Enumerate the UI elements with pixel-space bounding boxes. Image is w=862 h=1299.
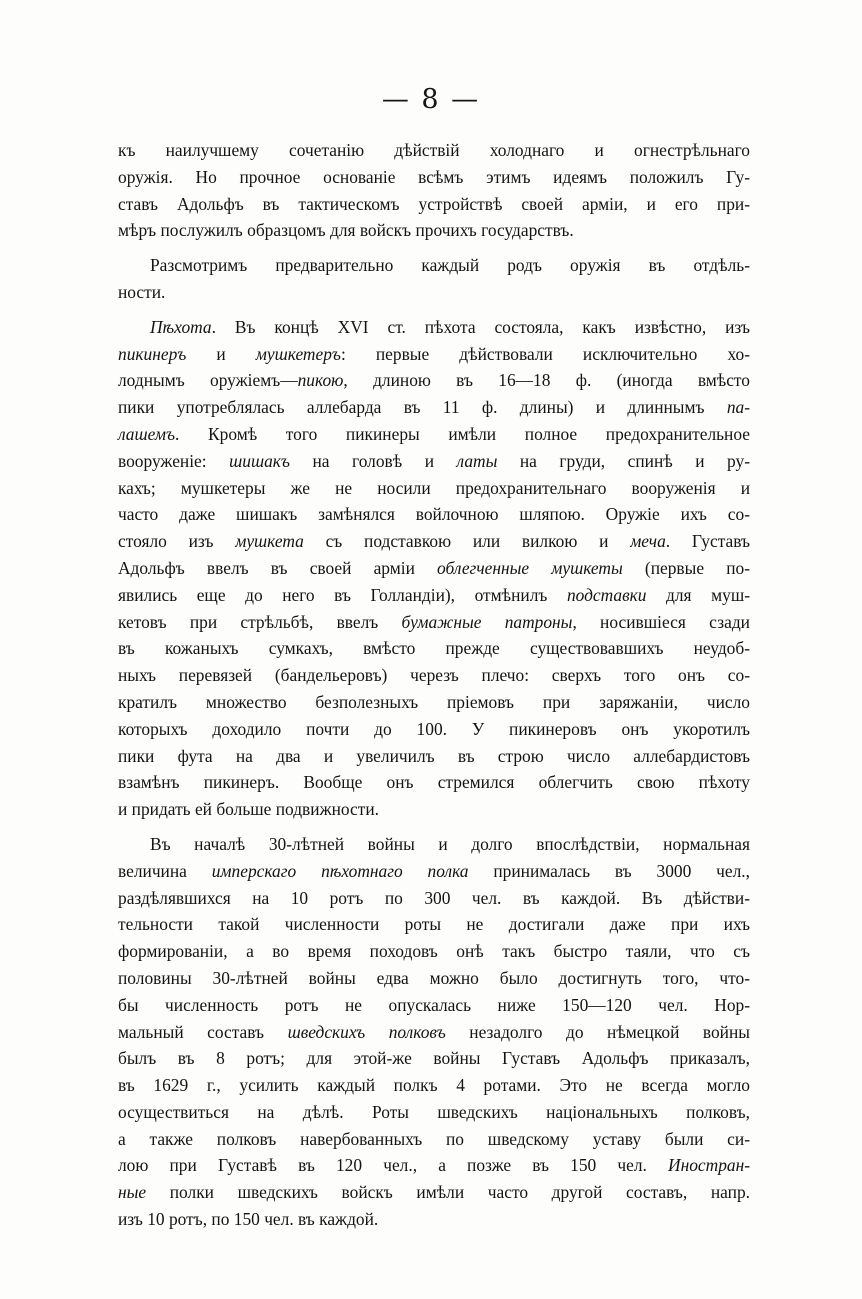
text-segment: стояло изъ [118,531,236,552]
text-segment: , длиною въ 16—18 ф. (иногда вмѣсто [343,370,750,391]
paragraph-3 [118,314,750,823]
text-segment: взамѣнъ пикинеръ. Вообще онъ стремился облегчить свою пѣхоту [118,772,750,793]
text-line [118,938,750,965]
text-line: ставъ Адольфъ въ тактическомъ устройствѣ своей арміи, и его при- [118,193,750,214]
text-line [118,1072,750,1099]
text-line [118,911,750,938]
text-line [118,421,750,448]
text-segment: тельности такой численности роты не достигали даже при ихъ [118,914,750,935]
paragraph-1 [118,137,750,244]
text-line [118,689,750,716]
text-segment: для муш- [646,584,750,605]
page-number: — 8 — [381,84,481,115]
text-segment: часто даже шишакъ замѣнялся войлочною шляпою. Оружіе ихъ со- [118,504,750,525]
text-segment: лоднымъ оружіемъ— [118,370,298,391]
paragraph-2 [118,252,750,306]
text-line: оружія. Но прочное основаніе всѣмъ этимъ идеямъ положилъ Гу- [118,166,750,187]
text-segment: кратилъ множество безполезныхъ пріемовъ при заряжаніи, число [118,691,750,712]
text-segment: и [186,343,256,364]
text-segment: кетовъ при стрѣльбѣ, ввелъ [118,611,402,632]
text-line [118,448,750,475]
text-segment: величина [118,860,212,881]
text-segment: полки шведскихъ войскъ имѣли часто другой составъ, напр. [146,1182,750,1203]
italic-term: ные [118,1182,147,1203]
text-line [118,831,750,858]
text-segment: незадолго до нѣмецкой войны [445,1021,750,1042]
text-segment: : первые дѣйствовали исключительно хо- [340,343,750,364]
text-segment: мальный составъ [118,1021,288,1042]
text-line: Разсмотримъ предварительно каждый родъ оружія въ отдѣль- [150,255,750,276]
text-line [118,769,750,796]
text-line: къ наилучшему сочетанію дѣйствій холоднаго и огнестрѣльнаго [118,140,750,160]
text-line [118,1126,750,1153]
body-text [118,137,750,1233]
italic-term: па- [726,397,750,418]
italic-term: шведскихъ полковъ [287,1021,446,1042]
text-line [118,885,750,912]
text-line [118,662,750,689]
text-segment: изъ 10 ротъ, по 150 чел. въ каждой. [118,1209,379,1230]
text-segment: . Въ концѣ XVI ст. пѣхота состояла, какъ извѣстно, изъ [211,316,750,337]
italic-term: Пѣхота [150,316,212,337]
text-segment: бы численность ротъ не опускалась ниже 150—120 чел. Нор- [118,994,750,1015]
text-segment: . Густавъ [665,531,750,552]
text-line [118,743,750,770]
text-segment: Адольфъ ввелъ въ своей арміи [118,557,438,578]
text-line: мѣръ послужилъ образцомъ для войскъ прочихъ государствъ. [118,220,574,241]
text-segment: осуществиться на дѣлѣ. Роты шведскихъ національныхъ полковъ, [118,1101,750,1122]
text-line [118,582,750,609]
text-segment: , носившіеся сзади [572,611,750,632]
text-segment: въ 1629 г., усилить каждый полкъ 4 ротами. Это не всегда могло [118,1075,750,1096]
text-line [118,528,750,555]
text-line [118,1206,750,1233]
text-segment: формированіи, а во время походовъ онѣ такъ быстро таяли, что съ [118,941,750,962]
text-line [118,341,750,368]
text-segment: Въ началѣ 30-лѣтней войны и долго впослѣдствіи, нормальная [150,833,750,854]
text-line [118,1099,750,1126]
text-segment: пики употреблялась аллебарда въ 11 ф. длины) и длиннымъ [118,397,727,418]
text-segment: . Кромѣ того пикинеры имѣли полное предохранительное [175,423,750,444]
text-line [118,858,750,885]
text-line: ности. [118,281,166,302]
text-segment: лою при Густавѣ въ 120 чел., а позже въ 150 чел. [118,1155,669,1176]
text-line [118,1179,750,1206]
text-line [118,796,750,823]
text-line [118,501,750,528]
text-line [118,635,750,662]
text-line [118,609,750,636]
text-line [118,1019,750,1046]
text-segment: на головѣ и [289,450,457,471]
paragraph-4 [118,831,750,1233]
italic-term: латы [456,450,498,471]
text-line [118,555,750,582]
italic-term: мушкетеръ [255,343,341,364]
text-line [118,394,750,421]
text-segment: раздѣлявшихся на 10 ротъ по 300 чел. въ каждой. Въ дѣйстви- [118,887,750,908]
italic-term: имперскаго пѣхотнаго полка [211,860,469,881]
text-line [118,716,750,743]
italic-term: подставки [566,584,647,605]
italic-term: облегченные мушкеты [437,557,623,578]
italic-term: мушкета [235,531,304,552]
italic-term: пикинеръ [118,343,187,364]
italic-term: бумажные патроны [401,611,573,632]
italic-term: меча [630,531,666,552]
text-line [118,992,750,1019]
text-line [118,1045,750,1072]
text-segment: принималась въ 3000 чел., [468,860,750,881]
italic-term: лашемъ [118,423,176,444]
text-segment: явились еще до него въ Голландіи), отмѣнилъ [118,584,567,605]
text-segment: въ кожаныхъ сумкахъ, вмѣсто прежде существовавшихъ неудоб- [118,638,750,659]
text-segment: кахъ; мушкетеры же не носили предохранительнаго вооруженія и [118,477,750,498]
text-line [118,367,750,394]
text-segment: на груди, спинѣ и ру- [497,450,750,471]
text-segment: былъ въ 8 ротъ; для этой-же войны Густавъ Адольфъ приказалъ, [118,1048,750,1069]
italic-term: шишакъ [229,450,290,471]
text-segment: съ подставкою или вилкою и [303,531,631,552]
text-line [118,1152,750,1179]
italic-term: пикою [297,370,344,391]
text-line [118,314,750,341]
text-segment: и придать ей больше подвижности. [118,799,380,820]
text-segment: (первые по- [622,557,750,578]
text-segment: которыхъ доходило почти до 100. У пикинеровъ онъ укоротилъ [118,718,750,739]
italic-term: Иностран- [668,1155,750,1176]
text-segment: половины 30-лѣтней войны едва можно было достигнуть того, что- [118,967,750,988]
text-line [118,965,750,992]
text-segment: вооруженіе: [118,450,230,471]
text-line [118,475,750,502]
text-segment: ныхъ перевязей (бандельеровъ) черезъ плечо: сверхъ того онъ со- [118,665,750,686]
text-segment: пики фута на два и увеличилъ въ строю число аллебардистовъ [118,745,750,766]
text-segment: а также полковъ навербованныхъ по шведскому уставу были си- [118,1128,750,1149]
